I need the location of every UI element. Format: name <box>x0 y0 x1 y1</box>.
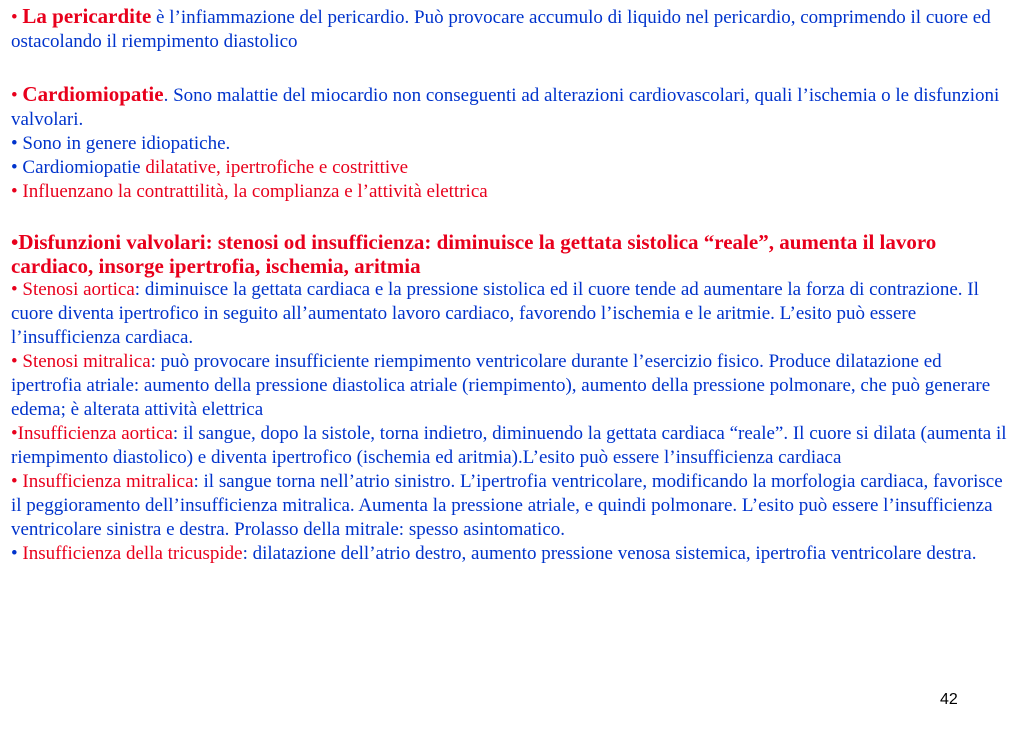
valvolari-item-text: : il sangue torna nell’atrio sinistro. L’ipertrofia ventricolare, modificando la morfologia cardiaca, favorisce il peggioramento dell’insufficienza mitralica. Aumenta la pressione atriale, e quindi polmonare. L’esito può essere l’insufficienza ventricolare sinistra e destra. Prolasso della mitrale: spesso asintomatico. <box>11 471 1003 540</box>
pericardite-text: è l’infiammazione del pericardio. Può provocare accumulo di liquido nel pericardio, comprimendo il cuore ed ostacolando il riempimento diastolico <box>11 7 991 52</box>
slide-body <box>11 4 1011 566</box>
valvolari-headline-text: Disfunzioni valvolari: stenosi od insufficienza: diminuisce la gettata sistolica “reale”, aumenta il lavoro cardiaco, insorge ipertrofia, ischemia, aritmia <box>11 230 937 278</box>
valvolari-item-text: : dilatazione dell’atrio destro, aumento pressione venosa sistemica, ipertrofia ventricolare destra. <box>242 543 977 564</box>
cardiomiopatie-sub2-prefix: Cardiomiopatie <box>22 157 146 178</box>
bullet: • <box>11 85 18 106</box>
page-number: 42 <box>940 691 958 708</box>
bullet: • <box>11 181 18 202</box>
valvolari-headline <box>11 230 1011 278</box>
bullet: • <box>11 157 18 178</box>
bullet: • <box>11 279 18 300</box>
valvolari-item <box>11 350 1011 422</box>
cardiomiopatie-sub1 <box>11 132 1011 156</box>
cardiomiopatie-sub2 <box>11 156 1011 180</box>
valvolari-item-term: Stenosi mitralica <box>22 351 151 372</box>
bullet: • <box>11 133 18 154</box>
bullet: • <box>11 230 19 254</box>
valvolari-item-text: : il sangue, dopo la sistole, torna indietro, diminuendo la gettata cardiaca “reale”. Il cuore si dilata (aumenta il riempimento diastolico) e diventa ipertrofico (ischemia ed aritmia).L’esito può essere l’insufficienza cardiaca <box>11 423 1007 468</box>
valvolari-item-term: Insufficienza aortica <box>17 423 173 444</box>
valvolari-item-text: : può provocare insufficiente riempimento ventricolare durante l’esercizio fisico. Produce dilatazione ed ipertrofia atriale: aumento della pressione diastolica atriale (riempimento), aumento della pressione polmonare, che può generare edema; è alterata attività elettrica <box>11 351 991 420</box>
valvolari-item <box>11 278 1011 350</box>
valvolari-item-term: Stenosi aortica <box>22 279 135 300</box>
valvolari-item <box>11 542 1011 566</box>
bullet: • <box>11 423 18 444</box>
cardiomiopatie-term: Cardiomiopatie <box>22 82 164 106</box>
valvolari-item-term: Insufficienza della tricuspide <box>22 543 243 564</box>
cardiomiopatie-sub3 <box>11 180 1011 204</box>
cardiomiopatie-paragraph <box>11 82 1011 132</box>
pericardite-paragraph <box>11 4 1011 54</box>
cardiomiopatie-types: dilatative, ipertrofiche e costrittive <box>145 157 409 178</box>
pericardite-term: La pericardite <box>22 4 152 28</box>
bullet: • <box>11 351 18 372</box>
valvolari-item <box>11 470 1011 542</box>
bullet: • <box>11 7 18 28</box>
cardiomiopatie-text: . Sono malattie del miocardio non conseguenti ad alterazioni cardiovascolari, quali l’ischemia o le disfunzioni valvolari. <box>11 85 1000 130</box>
valvolari-item-text: : diminuisce la gettata cardiaca e la pressione sistolica ed il cuore tende ad aumentare la forza di contrazione. Il cuore diventa ipertrofico in seguito all’aumentato lavoro cardiaco, favorendo l’ischemia e le aritmie. L’esito può essere l’insufficienza cardiaca. <box>11 279 979 348</box>
cardiomiopatie-sub3-text: Influenzano la contrattilità, la complianza e l’attività elettrica <box>22 181 488 202</box>
bullet: • <box>11 471 18 492</box>
valvolari-item <box>11 422 1011 470</box>
cardiomiopatie-sub1-text: Sono in genere idiopatiche. <box>22 133 231 154</box>
valvolari-item-term: Insufficienza mitralica <box>22 471 194 492</box>
bullet: • <box>11 543 18 564</box>
